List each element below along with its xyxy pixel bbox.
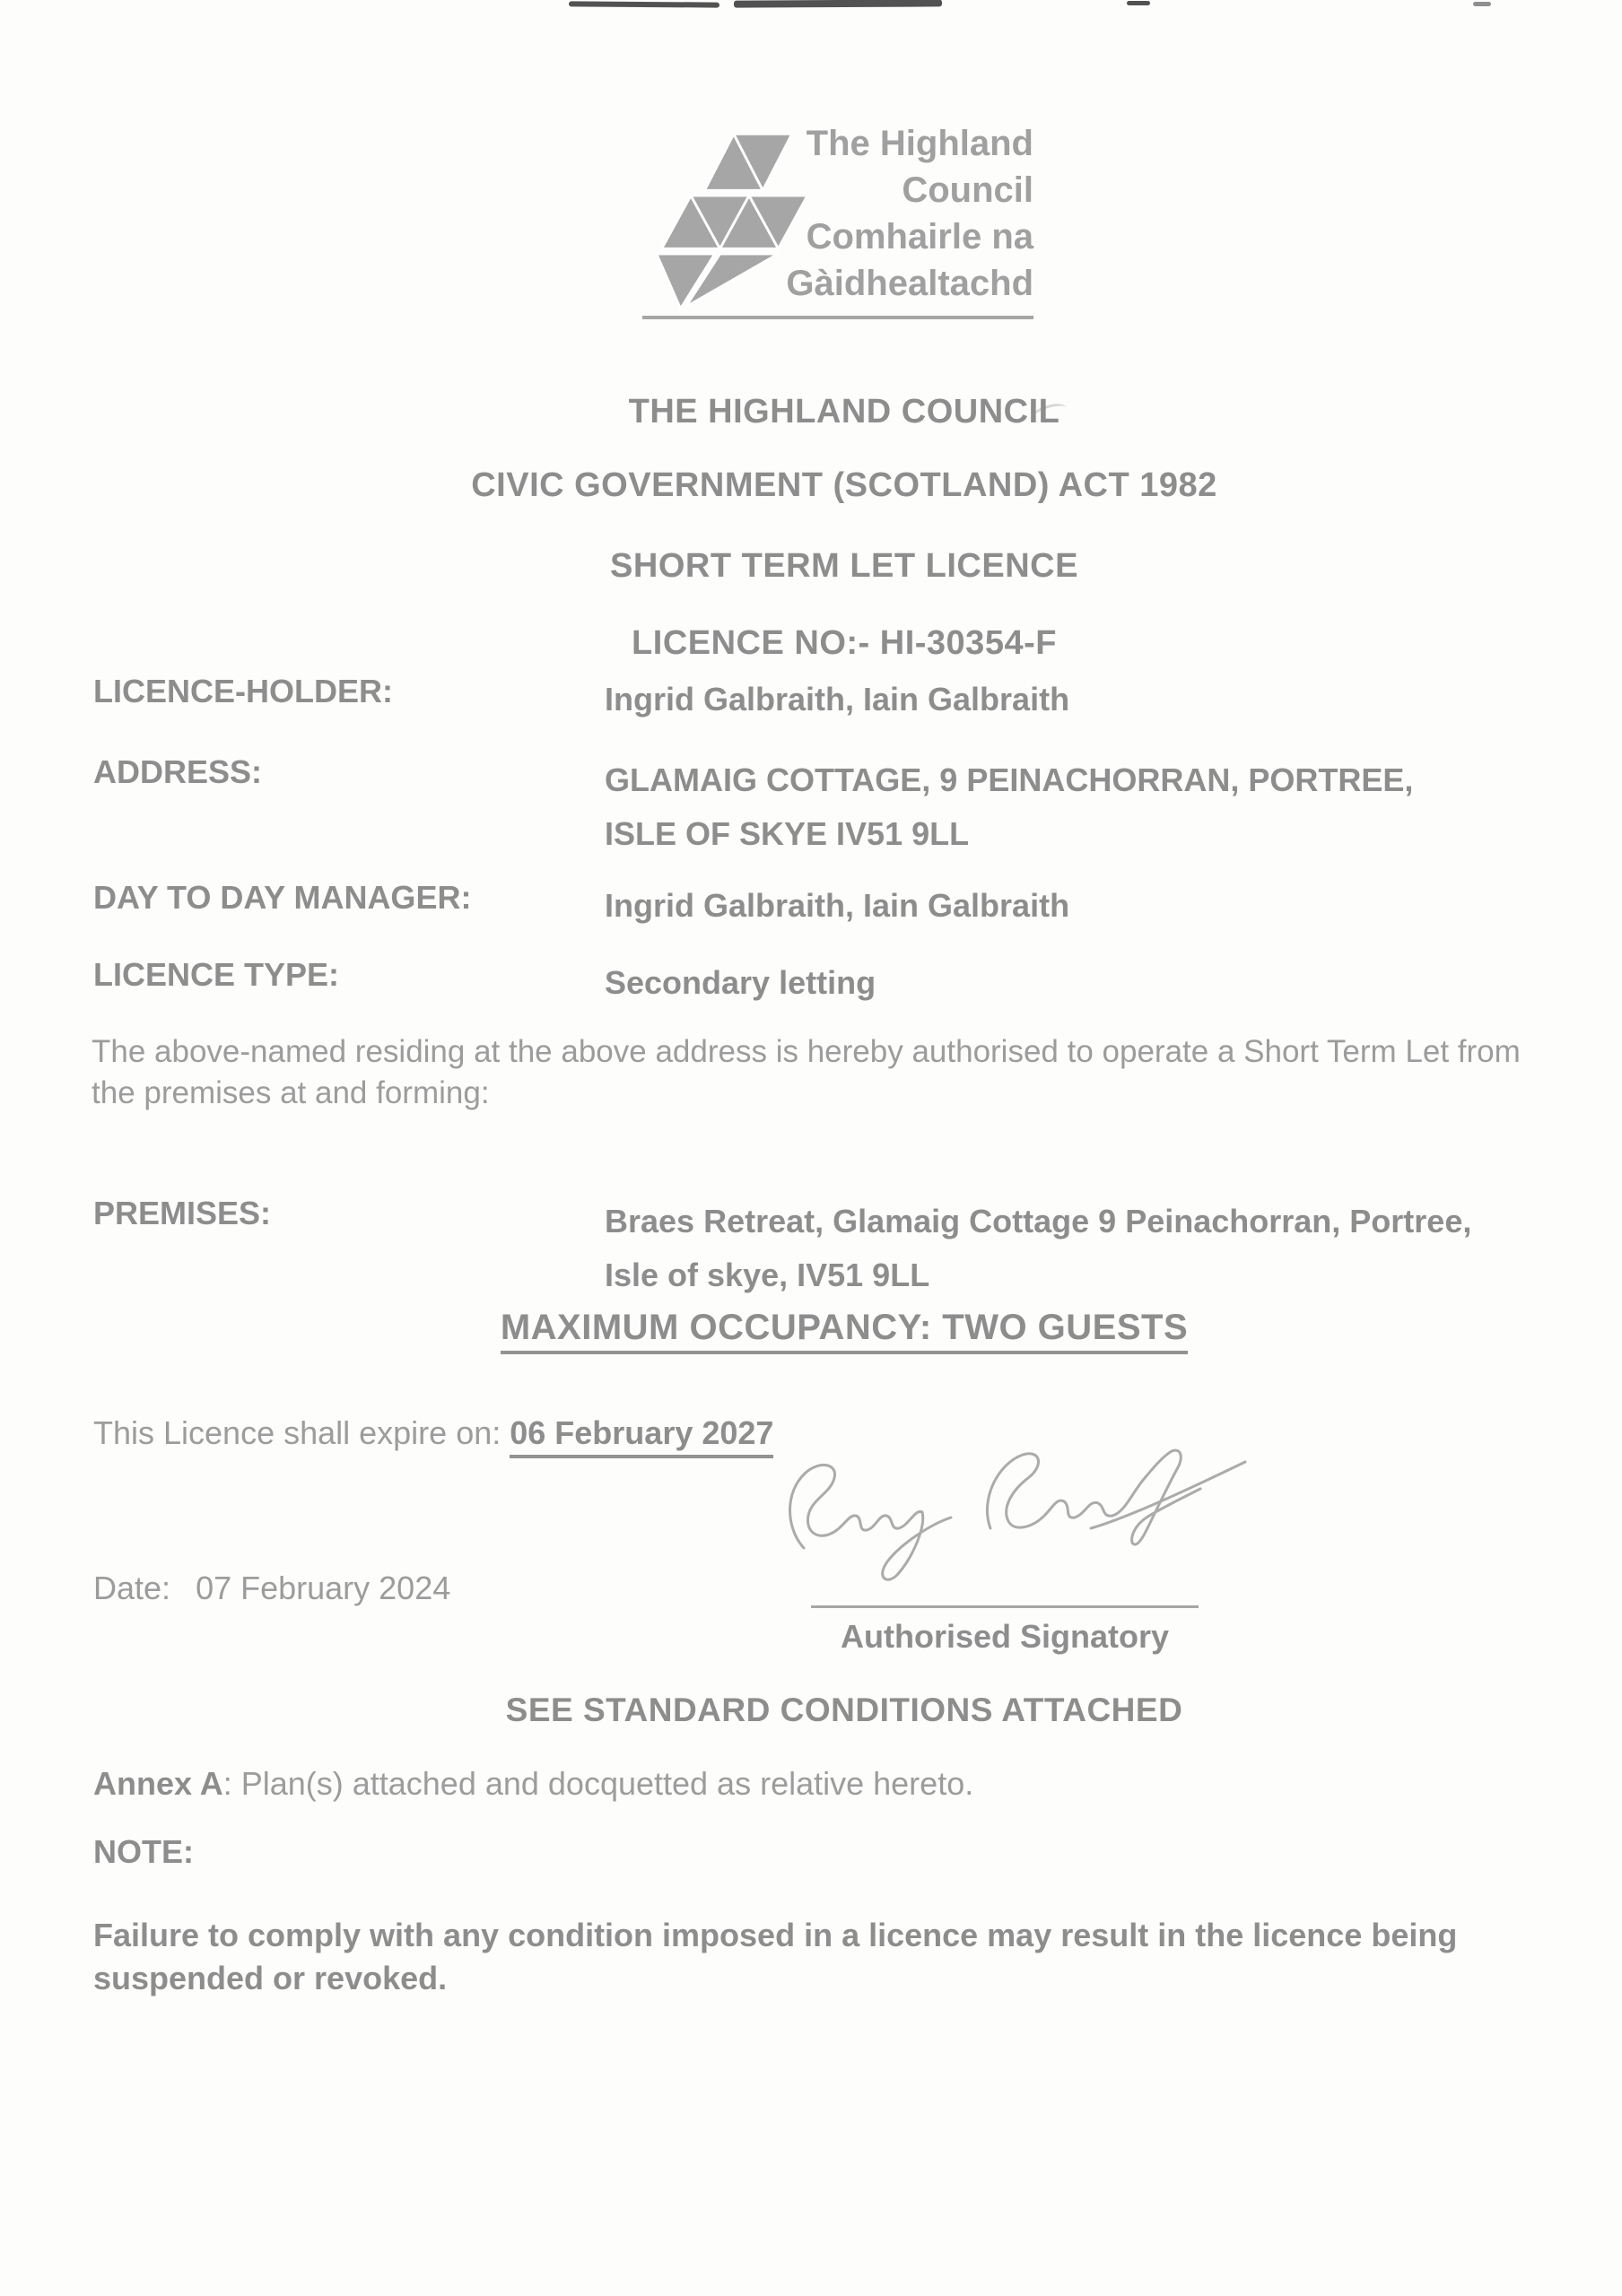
heading-act: CIVIC GOVERNMENT (SCOTLAND) ACT 1982: [471, 466, 1217, 504]
heading-council: THE HIGHLAND COUNCIL: [628, 393, 1060, 430]
premises-value: [605, 1195, 1471, 1302]
manager-label: DAY TO DAY MANAGER:: [93, 879, 472, 916]
annex-line: [93, 1765, 973, 1803]
annex-label: Annex A: [93, 1765, 223, 1802]
address-label: ADDRESS:: [93, 753, 263, 790]
expiry-date: 06 February 2027: [510, 1414, 773, 1458]
date-label: Date:: [93, 1570, 171, 1606]
date-line: [93, 1570, 450, 1607]
address-line-1: GLAMAIG COTTAGE, 9 PEINACHORRAN, PORTREE,: [605, 761, 1414, 798]
premises-line-1: Braes Retreat, Glamaig Cottage 9 Peinachorran, Portree,: [605, 1203, 1472, 1239]
authorised-signatory-label: Authorised Signatory: [840, 1618, 1170, 1655]
maximum-occupancy-text: MAXIMUM OCCUPANCY: TWO GUESTS: [501, 1308, 1188, 1354]
logo-line: Council: [902, 170, 1033, 210]
premises-label: PREMISES:: [93, 1195, 272, 1231]
date-value: 07 February 2024: [196, 1570, 451, 1606]
maximum-occupancy: [66, 1308, 1622, 1348]
manager-value: Ingrid Galbraith, Iain Galbraith: [605, 887, 1070, 924]
note-label: NOTE:: [93, 1833, 194, 1870]
logo-wordmark: [734, 120, 1033, 307]
standard-conditions-note: SEE STANDARD CONDITIONS ATTACHED: [505, 1692, 1183, 1728]
logo-line: Gàidhealtachd: [786, 264, 1033, 303]
heading-licence-title: SHORT TERM LET LICENCE: [610, 547, 1078, 585]
logo-underline: [642, 316, 1033, 319]
signature-rule: [811, 1605, 1199, 1608]
licence-holder-label: LICENCE-HOLDER:: [93, 673, 393, 709]
logo-line: The Highland: [806, 124, 1033, 163]
licence-type-value: Secondary letting: [605, 964, 876, 1001]
scan-artifact: [1473, 2, 1491, 6]
authorisation-paragraph: The above-named residing at the above address is hereby authorised to operate a Short Term Let from the premises at and forming:: [92, 1034, 1521, 1110]
signature-handwriting: [779, 1442, 1268, 1595]
scan-artifact: [569, 1, 719, 7]
premises-line-2: Isle of skye, IV51 9LL: [605, 1257, 930, 1293]
annex-text: : Plan(s) attached and docquetted as relative hereto.: [222, 1765, 974, 1802]
logo-line: Comhairle na: [806, 217, 1033, 257]
heading-licence-number: LICENCE NO:- HI-30354-F: [632, 624, 1057, 662]
expiry-line: [93, 1414, 773, 1452]
warning-paragraph: Failure to comply with any condition imposed in a licence may result in the licence being suspended or revoked.: [93, 1917, 1458, 1996]
scan-artifact: [734, 0, 942, 8]
scan-artifact: [1127, 1, 1150, 5]
licence-holder-value: Ingrid Galbraith, Iain Galbraith: [605, 681, 1070, 718]
licence-type-label: LICENCE TYPE:: [93, 956, 340, 993]
address-value: [605, 753, 1413, 861]
address-line-2: ISLE OF SKYE IV51 9LL: [605, 815, 970, 852]
expiry-prefix: This Licence shall expire on:: [93, 1414, 510, 1451]
